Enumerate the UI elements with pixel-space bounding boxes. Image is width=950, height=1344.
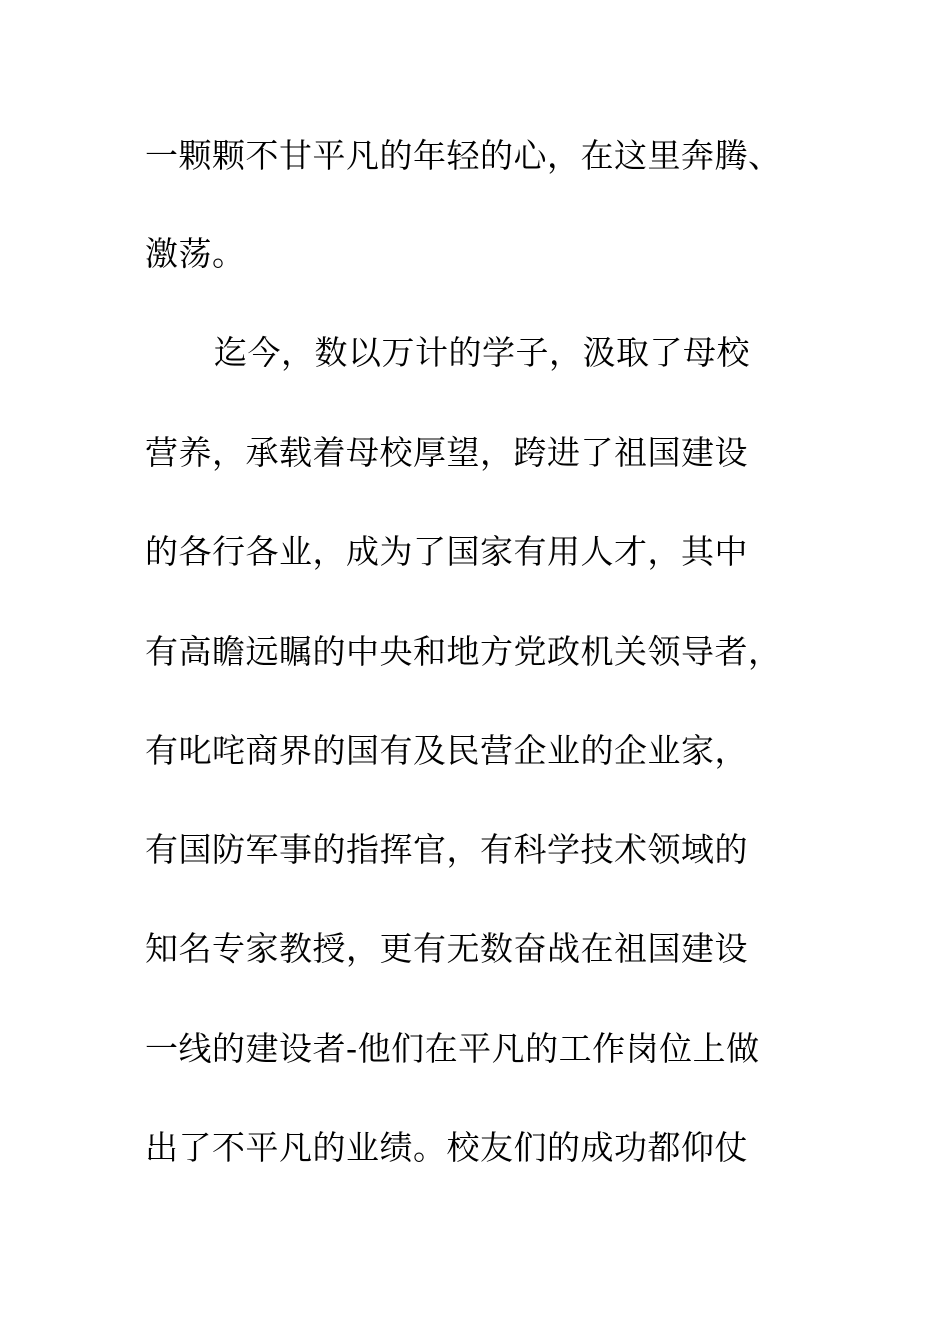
paragraph-start-line: 迄今，数以万计的学子，汲取了母校 [214,333,750,372]
text-line-8: 有国防军事的指挥官，有科学技术领域的 [145,830,748,869]
text-line-9: 知名专家教授，更有无数奋战在祖国建设 [145,929,748,968]
text-line-6: 有高瞻远瞩的中央和地方党政机关领导者， [145,632,782,671]
text-line-11: 出了不平凡的业绩。校友们的成功都仰仗 [145,1128,748,1167]
text-line-4: 营养，承载着母校厚望，跨进了祖国建设 [145,433,748,472]
text-line-1: 一颗颗不甘平凡的年轻的心，在这里奔腾、 [145,136,782,175]
text-line-5: 的各行各业，成为了国家有用人才，其中 [145,532,748,571]
text-line-10: 一线的建设者-他们在平凡的工作岗位上做 [145,1029,760,1068]
text-line-2: 激荡。 [145,234,246,273]
text-line-7: 有叱咤商界的国有及民营企业的企业家， [145,731,748,770]
